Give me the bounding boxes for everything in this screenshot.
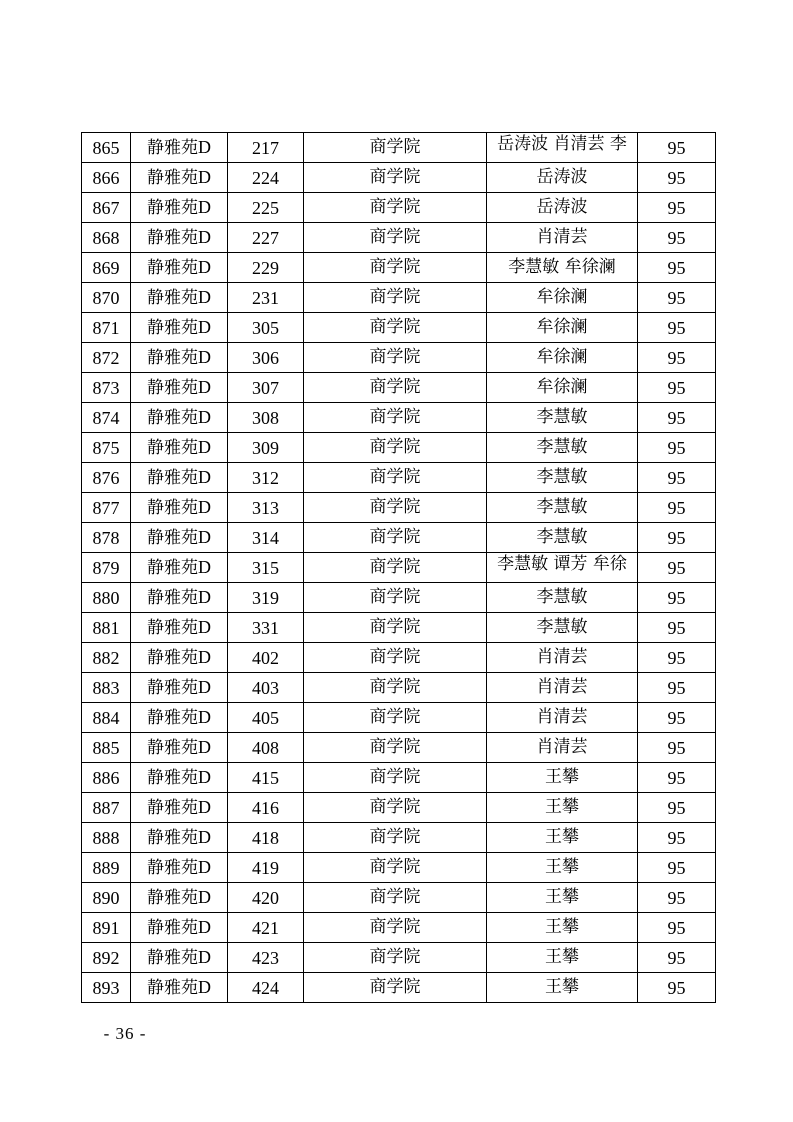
table-row — [82, 163, 716, 193]
row-number-cell: 872 — [82, 343, 131, 373]
building-block-letter: D — [198, 407, 211, 427]
building-block-letter: D — [198, 977, 211, 997]
score-cell: 95 — [638, 283, 716, 313]
score-cell: 95 — [638, 703, 716, 733]
building-name: 静雅苑 — [147, 348, 198, 368]
teacher-cell: 牟徐澜 — [487, 343, 638, 373]
row-number-cell: 869 — [82, 253, 131, 283]
room-number-cell: 224 — [228, 163, 304, 193]
row-number-cell: 870 — [82, 283, 131, 313]
teacher-cell: 李慧敏 — [487, 463, 638, 493]
building-name: 静雅苑 — [147, 918, 198, 938]
room-number-cell: 408 — [228, 733, 304, 763]
college-cell: 商学院 — [304, 673, 487, 703]
building-cell — [131, 493, 228, 523]
college-cell: 商学院 — [304, 943, 487, 973]
teacher-cell: 王攀 — [487, 973, 638, 1003]
building-block-letter: D — [198, 797, 211, 817]
teacher-cell: 岳涛波 — [487, 193, 638, 223]
building-block-letter: D — [198, 197, 211, 217]
row-number-cell: 878 — [82, 523, 131, 553]
building-name: 静雅苑 — [147, 678, 198, 698]
room-number-cell: 416 — [228, 793, 304, 823]
row-number-cell: 875 — [82, 433, 131, 463]
row-number-cell: 882 — [82, 643, 131, 673]
building-name: 静雅苑 — [147, 528, 198, 548]
building-cell — [131, 463, 228, 493]
teacher-cell: 王攀 — [487, 823, 638, 853]
row-number-cell: 874 — [82, 403, 131, 433]
college-cell: 商学院 — [304, 133, 487, 163]
row-number-cell: 891 — [82, 913, 131, 943]
teacher-cell: 李慧敏 谭芳 牟徐 — [487, 553, 638, 583]
building-cell — [131, 583, 228, 613]
score-cell: 95 — [638, 433, 716, 463]
college-cell: 商学院 — [304, 163, 487, 193]
building-block-letter: D — [198, 527, 211, 547]
score-cell: 95 — [638, 223, 716, 253]
building-cell — [131, 193, 228, 223]
room-number-cell: 415 — [228, 763, 304, 793]
table-row — [82, 193, 716, 223]
building-name: 静雅苑 — [147, 378, 198, 398]
building-block-letter: D — [198, 617, 211, 637]
building-cell — [131, 853, 228, 883]
college-cell: 商学院 — [304, 853, 487, 883]
score-cell: 95 — [638, 733, 716, 763]
building-cell — [131, 823, 228, 853]
building-block-letter: D — [198, 647, 211, 667]
teacher-cell: 肖清芸 — [487, 703, 638, 733]
table-row — [82, 373, 716, 403]
building-cell — [131, 163, 228, 193]
score-cell: 95 — [638, 823, 716, 853]
room-number-cell: 231 — [228, 283, 304, 313]
teacher-cell: 王攀 — [487, 763, 638, 793]
table-row — [82, 433, 716, 463]
building-cell — [131, 343, 228, 373]
score-cell: 95 — [638, 493, 716, 523]
building-name: 静雅苑 — [147, 708, 198, 728]
college-cell: 商学院 — [304, 793, 487, 823]
page-number: - 36 - — [103, 1024, 147, 1043]
building-name: 静雅苑 — [147, 588, 198, 608]
teacher-cell: 王攀 — [487, 793, 638, 823]
score-cell: 95 — [638, 313, 716, 343]
teacher-cell: 李慧敏 — [487, 613, 638, 643]
row-number-cell: 868 — [82, 223, 131, 253]
teacher-cell: 肖清芸 — [487, 733, 638, 763]
room-number-cell: 405 — [228, 703, 304, 733]
college-cell: 商学院 — [304, 193, 487, 223]
score-cell: 95 — [638, 343, 716, 373]
teacher-cell: 李慧敏 牟徐澜 — [487, 253, 638, 283]
building-name: 静雅苑 — [147, 858, 198, 878]
table-row — [82, 403, 716, 433]
row-number-cell: 865 — [82, 133, 131, 163]
college-cell: 商学院 — [304, 493, 487, 523]
score-cell: 95 — [638, 673, 716, 703]
row-number-cell: 890 — [82, 883, 131, 913]
table-row — [82, 883, 716, 913]
building-block-letter: D — [198, 707, 211, 727]
row-number-cell: 876 — [82, 463, 131, 493]
building-cell — [131, 373, 228, 403]
building-cell — [131, 943, 228, 973]
score-cell: 95 — [638, 853, 716, 883]
room-number-cell: 402 — [228, 643, 304, 673]
teacher-cell: 岳涛波 — [487, 163, 638, 193]
building-cell — [131, 523, 228, 553]
college-cell: 商学院 — [304, 643, 487, 673]
score-cell: 95 — [638, 373, 716, 403]
room-number-cell: 421 — [228, 913, 304, 943]
building-cell — [131, 673, 228, 703]
college-cell: 商学院 — [304, 253, 487, 283]
building-block-letter: D — [198, 857, 211, 877]
building-block-letter: D — [198, 737, 211, 757]
room-number-cell: 419 — [228, 853, 304, 883]
building-block-letter: D — [198, 917, 211, 937]
row-number-cell: 887 — [82, 793, 131, 823]
room-number-cell: 217 — [228, 133, 304, 163]
score-cell: 95 — [638, 583, 716, 613]
building-name: 静雅苑 — [147, 258, 198, 278]
table-row — [82, 133, 716, 163]
building-block-letter: D — [198, 947, 211, 967]
building-cell — [131, 793, 228, 823]
college-cell: 商学院 — [304, 523, 487, 553]
table-row — [82, 283, 716, 313]
building-name: 静雅苑 — [147, 558, 198, 578]
building-cell — [131, 133, 228, 163]
building-cell — [131, 703, 228, 733]
college-cell: 商学院 — [304, 433, 487, 463]
row-number-cell: 889 — [82, 853, 131, 883]
building-name: 静雅苑 — [147, 498, 198, 518]
building-name: 静雅苑 — [147, 768, 198, 788]
building-name: 静雅苑 — [147, 168, 198, 188]
building-name: 静雅苑 — [147, 138, 198, 158]
teacher-cell: 王攀 — [487, 853, 638, 883]
teacher-cell: 李慧敏 — [487, 433, 638, 463]
table-row — [82, 493, 716, 523]
building-cell — [131, 643, 228, 673]
building-name: 静雅苑 — [147, 738, 198, 758]
building-name: 静雅苑 — [147, 648, 198, 668]
table-row — [82, 553, 716, 583]
room-number-cell: 423 — [228, 943, 304, 973]
room-number-cell: 331 — [228, 613, 304, 643]
room-number-cell: 315 — [228, 553, 304, 583]
score-cell: 95 — [638, 403, 716, 433]
row-number-cell: 866 — [82, 163, 131, 193]
building-cell — [131, 223, 228, 253]
teacher-cell: 肖清芸 — [487, 673, 638, 703]
table-row — [82, 913, 716, 943]
room-number-cell: 319 — [228, 583, 304, 613]
row-number-cell: 867 — [82, 193, 131, 223]
college-cell: 商学院 — [304, 313, 487, 343]
score-cell: 95 — [638, 793, 716, 823]
dormitory-table — [81, 132, 716, 1003]
room-number-cell: 306 — [228, 343, 304, 373]
teacher-cell: 岳涛波 肖清芸 李 — [487, 133, 638, 163]
building-cell — [131, 403, 228, 433]
table-row — [82, 763, 716, 793]
row-number-cell: 877 — [82, 493, 131, 523]
room-number-cell: 227 — [228, 223, 304, 253]
room-number-cell: 418 — [228, 823, 304, 853]
teacher-cell: 王攀 — [487, 943, 638, 973]
building-name: 静雅苑 — [147, 438, 198, 458]
table-row — [82, 463, 716, 493]
table-row — [82, 583, 716, 613]
teacher-cell: 牟徐澜 — [487, 283, 638, 313]
table-row — [82, 793, 716, 823]
score-cell: 95 — [638, 523, 716, 553]
teacher-cell: 肖清芸 — [487, 643, 638, 673]
table-row — [82, 643, 716, 673]
table-row — [82, 853, 716, 883]
row-number-cell: 883 — [82, 673, 131, 703]
table-row — [82, 313, 716, 343]
building-block-letter: D — [198, 167, 211, 187]
building-cell — [131, 883, 228, 913]
room-number-cell: 308 — [228, 403, 304, 433]
building-block-letter: D — [198, 887, 211, 907]
score-cell: 95 — [638, 553, 716, 583]
room-number-cell: 403 — [228, 673, 304, 703]
room-number-cell: 424 — [228, 973, 304, 1003]
college-cell: 商学院 — [304, 553, 487, 583]
building-name: 静雅苑 — [147, 468, 198, 488]
teacher-cell: 李慧敏 — [487, 403, 638, 433]
building-name: 静雅苑 — [147, 948, 198, 968]
college-cell: 商学院 — [304, 613, 487, 643]
room-number-cell: 229 — [228, 253, 304, 283]
building-name: 静雅苑 — [147, 888, 198, 908]
score-cell: 95 — [638, 643, 716, 673]
building-name: 静雅苑 — [147, 228, 198, 248]
building-name: 静雅苑 — [147, 828, 198, 848]
college-cell: 商学院 — [304, 373, 487, 403]
teacher-cell: 王攀 — [487, 883, 638, 913]
score-cell: 95 — [638, 943, 716, 973]
college-cell: 商学院 — [304, 583, 487, 613]
row-number-cell: 881 — [82, 613, 131, 643]
row-number-cell: 884 — [82, 703, 131, 733]
row-number-cell: 893 — [82, 973, 131, 1003]
building-cell — [131, 913, 228, 943]
score-cell: 95 — [638, 463, 716, 493]
room-number-cell: 225 — [228, 193, 304, 223]
row-number-cell: 871 — [82, 313, 131, 343]
room-number-cell: 314 — [228, 523, 304, 553]
teacher-cell: 李慧敏 — [487, 523, 638, 553]
row-number-cell: 888 — [82, 823, 131, 853]
building-block-letter: D — [198, 827, 211, 847]
teacher-cell: 牟徐澜 — [487, 373, 638, 403]
teacher-cell: 李慧敏 — [487, 583, 638, 613]
building-cell — [131, 313, 228, 343]
building-cell — [131, 433, 228, 463]
building-name: 静雅苑 — [147, 978, 198, 998]
building-block-letter: D — [198, 467, 211, 487]
building-block-letter: D — [198, 137, 211, 157]
table-row — [82, 823, 716, 853]
teacher-cell: 王攀 — [487, 913, 638, 943]
building-block-letter: D — [198, 497, 211, 517]
table-row — [82, 703, 716, 733]
building-name: 静雅苑 — [147, 798, 198, 818]
building-block-letter: D — [198, 317, 211, 337]
table-row — [82, 223, 716, 253]
college-cell: 商学院 — [304, 223, 487, 253]
college-cell: 商学院 — [304, 403, 487, 433]
building-block-letter: D — [198, 767, 211, 787]
row-number-cell: 873 — [82, 373, 131, 403]
building-block-letter: D — [198, 287, 211, 307]
building-cell — [131, 283, 228, 313]
building-block-letter: D — [198, 257, 211, 277]
college-cell: 商学院 — [304, 283, 487, 313]
room-number-cell: 307 — [228, 373, 304, 403]
table-row — [82, 253, 716, 283]
row-number-cell: 892 — [82, 943, 131, 973]
room-number-cell: 313 — [228, 493, 304, 523]
teacher-cell: 李慧敏 — [487, 493, 638, 523]
building-block-letter: D — [198, 377, 211, 397]
college-cell: 商学院 — [304, 463, 487, 493]
row-number-cell: 886 — [82, 763, 131, 793]
table-row — [82, 523, 716, 553]
building-name: 静雅苑 — [147, 618, 198, 638]
teacher-cell: 牟徐澜 — [487, 313, 638, 343]
row-number-cell: 880 — [82, 583, 131, 613]
building-name: 静雅苑 — [147, 408, 198, 428]
building-cell — [131, 763, 228, 793]
score-cell: 95 — [638, 193, 716, 223]
building-block-letter: D — [198, 227, 211, 247]
college-cell: 商学院 — [304, 883, 487, 913]
score-cell: 95 — [638, 883, 716, 913]
college-cell: 商学院 — [304, 823, 487, 853]
college-cell: 商学院 — [304, 343, 487, 373]
building-block-letter: D — [198, 437, 211, 457]
score-cell: 95 — [638, 253, 716, 283]
table-row — [82, 943, 716, 973]
building-cell — [131, 553, 228, 583]
building-cell — [131, 733, 228, 763]
college-cell: 商学院 — [304, 703, 487, 733]
building-block-letter: D — [198, 347, 211, 367]
college-cell: 商学院 — [304, 973, 487, 1003]
room-number-cell: 305 — [228, 313, 304, 343]
score-cell: 95 — [638, 613, 716, 643]
score-cell: 95 — [638, 913, 716, 943]
building-block-letter: D — [198, 587, 211, 607]
college-cell: 商学院 — [304, 913, 487, 943]
score-cell: 95 — [638, 133, 716, 163]
room-number-cell: 312 — [228, 463, 304, 493]
building-cell — [131, 973, 228, 1003]
building-name: 静雅苑 — [147, 288, 198, 308]
building-cell — [131, 613, 228, 643]
building-cell — [131, 253, 228, 283]
table-row — [82, 973, 716, 1003]
score-cell: 95 — [638, 163, 716, 193]
building-name: 静雅苑 — [147, 198, 198, 218]
row-number-cell: 885 — [82, 733, 131, 763]
table-row — [82, 673, 716, 703]
table-row — [82, 613, 716, 643]
room-number-cell: 420 — [228, 883, 304, 913]
score-cell: 95 — [638, 973, 716, 1003]
college-cell: 商学院 — [304, 763, 487, 793]
building-block-letter: D — [198, 557, 211, 577]
building-name: 静雅苑 — [147, 318, 198, 338]
table-row — [82, 733, 716, 763]
score-cell: 95 — [638, 763, 716, 793]
room-number-cell: 309 — [228, 433, 304, 463]
row-number-cell: 879 — [82, 553, 131, 583]
table-row — [82, 343, 716, 373]
teacher-cell: 肖清芸 — [487, 223, 638, 253]
college-cell: 商学院 — [304, 733, 487, 763]
table-body — [82, 133, 716, 1003]
building-block-letter: D — [198, 677, 211, 697]
